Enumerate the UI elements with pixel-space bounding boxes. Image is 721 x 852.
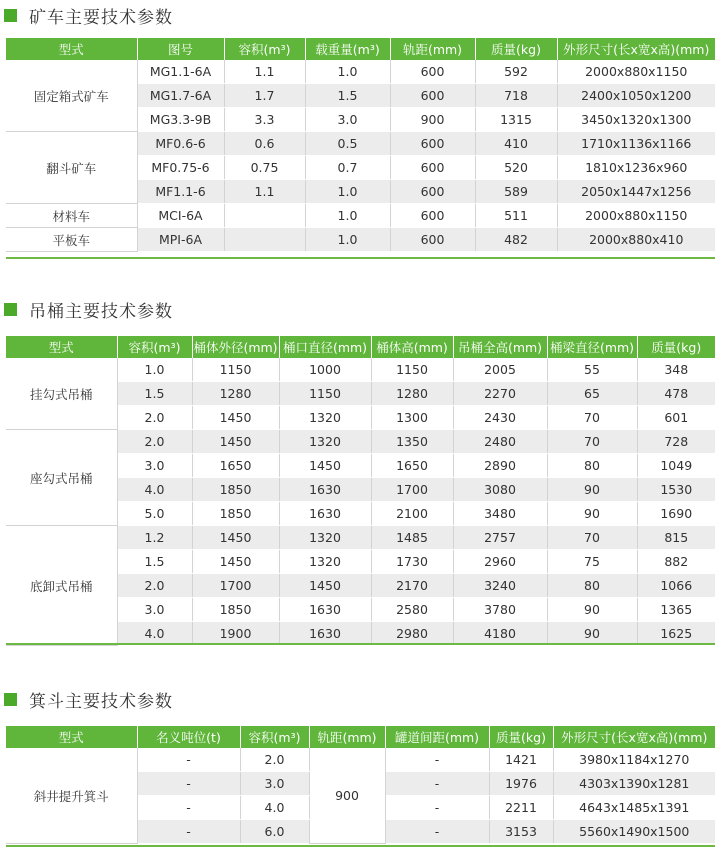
table-cell: 1.2 [117,526,192,550]
table-cell: 1421 [489,748,553,772]
table-cell: 1450 [279,574,371,598]
table-cell: 511 [475,204,557,228]
table-cell-track: 900 [309,748,385,844]
table-cell: 600 [390,180,475,204]
table-cell: 1320 [279,430,371,454]
column-header: 质量(kg) [637,336,715,358]
table-cell: 0.75 [224,156,305,180]
table-cell: 1630 [279,622,371,646]
table-cell: 1450 [192,526,279,550]
table-cell: 0.5 [305,132,390,156]
table-cell: 2980 [371,622,453,646]
table-cell: 0.6 [224,132,305,156]
table-cell: 589 [475,180,557,204]
table-cell: 1710x1136x1166 [557,132,715,156]
column-header: 容积(m³) [117,336,192,358]
row-type-label: 底卸式吊桶 [6,526,117,646]
table-cell: 2050x1447x1256 [557,180,715,204]
column-header: 型式 [6,336,117,358]
column-header: 容积(m³) [224,38,305,60]
table-bottom-rule [6,257,715,259]
table-cell: MG1.1-6A [137,60,224,84]
table-cell: 592 [475,60,557,84]
table-cell: 55 [547,358,637,382]
table-cell: 1.0 [305,204,390,228]
column-header: 桶体外径(mm) [192,336,279,358]
table-cell: MPI-6A [137,228,224,252]
section-marker-icon [4,9,17,22]
table-cell: 1730 [371,550,453,574]
table-cell: 2170 [371,574,453,598]
table-cell: 80 [547,454,637,478]
table-cell: 2.0 [117,406,192,430]
section-title-text: 吊桶主要技术参数 [29,301,173,322]
table-cell: 3480 [453,502,547,526]
table-cell: 600 [390,228,475,252]
section-marker-icon [4,303,17,316]
table-cell: 1625 [637,622,715,646]
table-cell: MF0.75-6 [137,156,224,180]
table-cell: 1450 [192,550,279,574]
table-cell: 1.5 [117,550,192,574]
table-header-row [6,726,715,748]
table-cell: 4.0 [240,796,309,820]
table-cell: 70 [547,526,637,550]
row-type-label: 平板车 [6,228,137,252]
table-cell: 1850 [192,502,279,526]
table-cell: 2100 [371,502,453,526]
table-cell: 1.5 [305,84,390,108]
table-cell: 1150 [371,358,453,382]
table-cell: 3.3 [224,108,305,132]
table-cell: - [137,820,240,844]
table-cell: 3153 [489,820,553,844]
table-cell: 90 [547,478,637,502]
table-cell: 1280 [192,382,279,406]
table-cell: 65 [547,382,637,406]
table-cell: 2.0 [240,748,309,772]
column-header: 型式 [6,38,137,60]
table-cell: 410 [475,132,557,156]
table-row [6,228,715,252]
table-cell: 348 [637,358,715,382]
table-cell: 3.0 [305,108,390,132]
column-header: 桶梁直径(mm) [547,336,637,358]
column-header: 质量(kg) [475,38,557,60]
table-cell: 728 [637,430,715,454]
table-bottom-rule [6,845,715,847]
table-cell: 1.0 [117,358,192,382]
table-cell: 1450 [192,430,279,454]
table-cell: 1450 [279,454,371,478]
table-cell: 1630 [279,598,371,622]
table-row [6,358,715,382]
column-header: 名义吨位(t) [137,726,240,748]
table-cell: 478 [637,382,715,406]
table-cell: 1.7 [224,84,305,108]
table-cell: 75 [547,550,637,574]
table-cell: 5560x1490x1500 [553,820,715,844]
table-cell: 4303x1390x1281 [553,772,715,796]
table-cell: 1630 [279,478,371,502]
table-row [6,748,715,772]
section-title-text: 箕斗主要技术参数 [29,691,173,712]
table-cell: 1630 [279,502,371,526]
table-cell: 90 [547,502,637,526]
table-cell: 1.1 [224,180,305,204]
table-cell: 2890 [453,454,547,478]
table-cell: 3980x1184x1270 [553,748,715,772]
table-row [6,132,715,156]
table-cell: MF1.1-6 [137,180,224,204]
table-cell: 1320 [279,550,371,574]
table-cell [224,204,305,228]
table-cell: 600 [390,60,475,84]
table-cell: 718 [475,84,557,108]
table-cell: 3.0 [240,772,309,796]
table-row [6,526,715,550]
table-header-row [6,38,715,60]
table-cell: 0.7 [305,156,390,180]
table-cell: 882 [637,550,715,574]
table-cell: 1280 [371,382,453,406]
mine-car-table [6,38,715,252]
table-cell: 600 [390,84,475,108]
table-cell: 2430 [453,406,547,430]
table-cell: 1365 [637,598,715,622]
table-cell: 1700 [371,478,453,502]
table-header-row [6,336,715,358]
table-cell: 2000x880x1150 [557,60,715,84]
table-cell: 1690 [637,502,715,526]
table-cell: 815 [637,526,715,550]
row-type-label: 翻斗矿车 [6,132,137,204]
table-cell: 1900 [192,622,279,646]
table-row [6,204,715,228]
table-cell: 1650 [371,454,453,478]
table-cell: 2757 [453,526,547,550]
table-cell: 3780 [453,598,547,622]
row-type-label: 固定箱式矿车 [6,60,137,132]
table-cell: 2960 [453,550,547,574]
row-type-label: 座勾式吊桶 [6,430,117,526]
table-cell: - [385,796,489,820]
table-cell: 1300 [371,406,453,430]
table-cell: 3.0 [117,454,192,478]
table-cell: MCI-6A [137,204,224,228]
table-cell: 600 [390,204,475,228]
row-type-label: 挂勾式吊桶 [6,358,117,430]
table-cell: 482 [475,228,557,252]
column-header: 桶体高(mm) [371,336,453,358]
table-cell: 6.0 [240,820,309,844]
table-cell: 1049 [637,454,715,478]
table-cell: - [137,748,240,772]
table-cell: 1150 [192,358,279,382]
column-header: 桶口直径(mm) [279,336,371,358]
table-cell: 1.1 [224,60,305,84]
table-cell: 3.0 [117,598,192,622]
column-header: 外形尺寸(长x宽x高)(mm) [557,38,715,60]
table-cell: 3240 [453,574,547,598]
table-cell: 1450 [192,406,279,430]
table-cell: - [385,748,489,772]
table-cell: 2.0 [117,574,192,598]
table-bottom-rule [6,643,715,645]
table-cell: 2400x1050x1200 [557,84,715,108]
table-cell: 1485 [371,526,453,550]
table-cell: 600 [390,132,475,156]
table-cell: 2480 [453,430,547,454]
table-cell: 2.0 [117,430,192,454]
table-cell: 1850 [192,478,279,502]
column-header: 罐道间距(mm) [385,726,489,748]
table-cell: 4.0 [117,622,192,646]
table-cell [224,228,305,252]
table-cell: 1066 [637,574,715,598]
table-cell: 600 [390,156,475,180]
table-cell: 1350 [371,430,453,454]
table-cell: 520 [475,156,557,180]
table-cell: 1320 [279,526,371,550]
column-header: 容积(m³) [240,726,309,748]
table-cell: 4.0 [117,478,192,502]
section-title-text: 矿车主要技术参数 [29,7,173,28]
section-marker-icon [4,693,17,706]
table-cell: - [137,772,240,796]
column-header: 型式 [6,726,137,748]
section-title-skip [4,686,173,712]
skip-table [6,726,715,844]
table-cell: 1.0 [305,180,390,204]
table-cell: MG3.3-9B [137,108,224,132]
table-cell: 1.0 [305,228,390,252]
table-cell: 2000x880x1150 [557,204,715,228]
table-cell: 2270 [453,382,547,406]
table-cell: 2580 [371,598,453,622]
table-cell: 70 [547,406,637,430]
row-type-label: 材料车 [6,204,137,228]
table-cell: 2005 [453,358,547,382]
column-header: 吊桶全高(mm) [453,336,547,358]
column-header: 图号 [137,38,224,60]
column-header: 轨距(mm) [309,726,385,748]
section-title-mine-car [4,2,173,28]
table-cell: 1.5 [117,382,192,406]
table-cell: 1315 [475,108,557,132]
table-cell: 4180 [453,622,547,646]
table-cell: 2000x880x410 [557,228,715,252]
row-type-label: 斜井提升箕斗 [6,748,137,844]
table-cell: 1650 [192,454,279,478]
table-row [6,60,715,84]
table-cell: 1320 [279,406,371,430]
table-cell: 70 [547,430,637,454]
table-cell: - [385,772,489,796]
table-cell: 3080 [453,478,547,502]
table-cell: - [385,820,489,844]
table-cell: MF0.6-6 [137,132,224,156]
table-cell: 1530 [637,478,715,502]
table-row [6,430,715,454]
column-header: 载重量(m³) [305,38,390,60]
table-cell: MG1.7-6A [137,84,224,108]
table-cell: 601 [637,406,715,430]
column-header: 轨距(mm) [390,38,475,60]
column-header: 质量(kg) [489,726,553,748]
table-cell: 1700 [192,574,279,598]
table-cell: 1976 [489,772,553,796]
table-cell: - [137,796,240,820]
table-cell: 1150 [279,382,371,406]
table-cell: 80 [547,574,637,598]
table-cell: 3450x1320x1300 [557,108,715,132]
table-cell: 5.0 [117,502,192,526]
column-header: 外形尺寸(长x宽x高)(mm) [553,726,715,748]
table-cell: 900 [390,108,475,132]
table-cell: 4643x1485x1391 [553,796,715,820]
table-cell: 2211 [489,796,553,820]
table-cell: 90 [547,598,637,622]
table-cell: 1000 [279,358,371,382]
section-title-bucket [4,296,173,322]
table-cell: 1850 [192,598,279,622]
bucket-table [6,336,715,646]
table-cell: 1.0 [305,60,390,84]
table-cell: 1810x1236x960 [557,156,715,180]
table-cell: 90 [547,622,637,646]
